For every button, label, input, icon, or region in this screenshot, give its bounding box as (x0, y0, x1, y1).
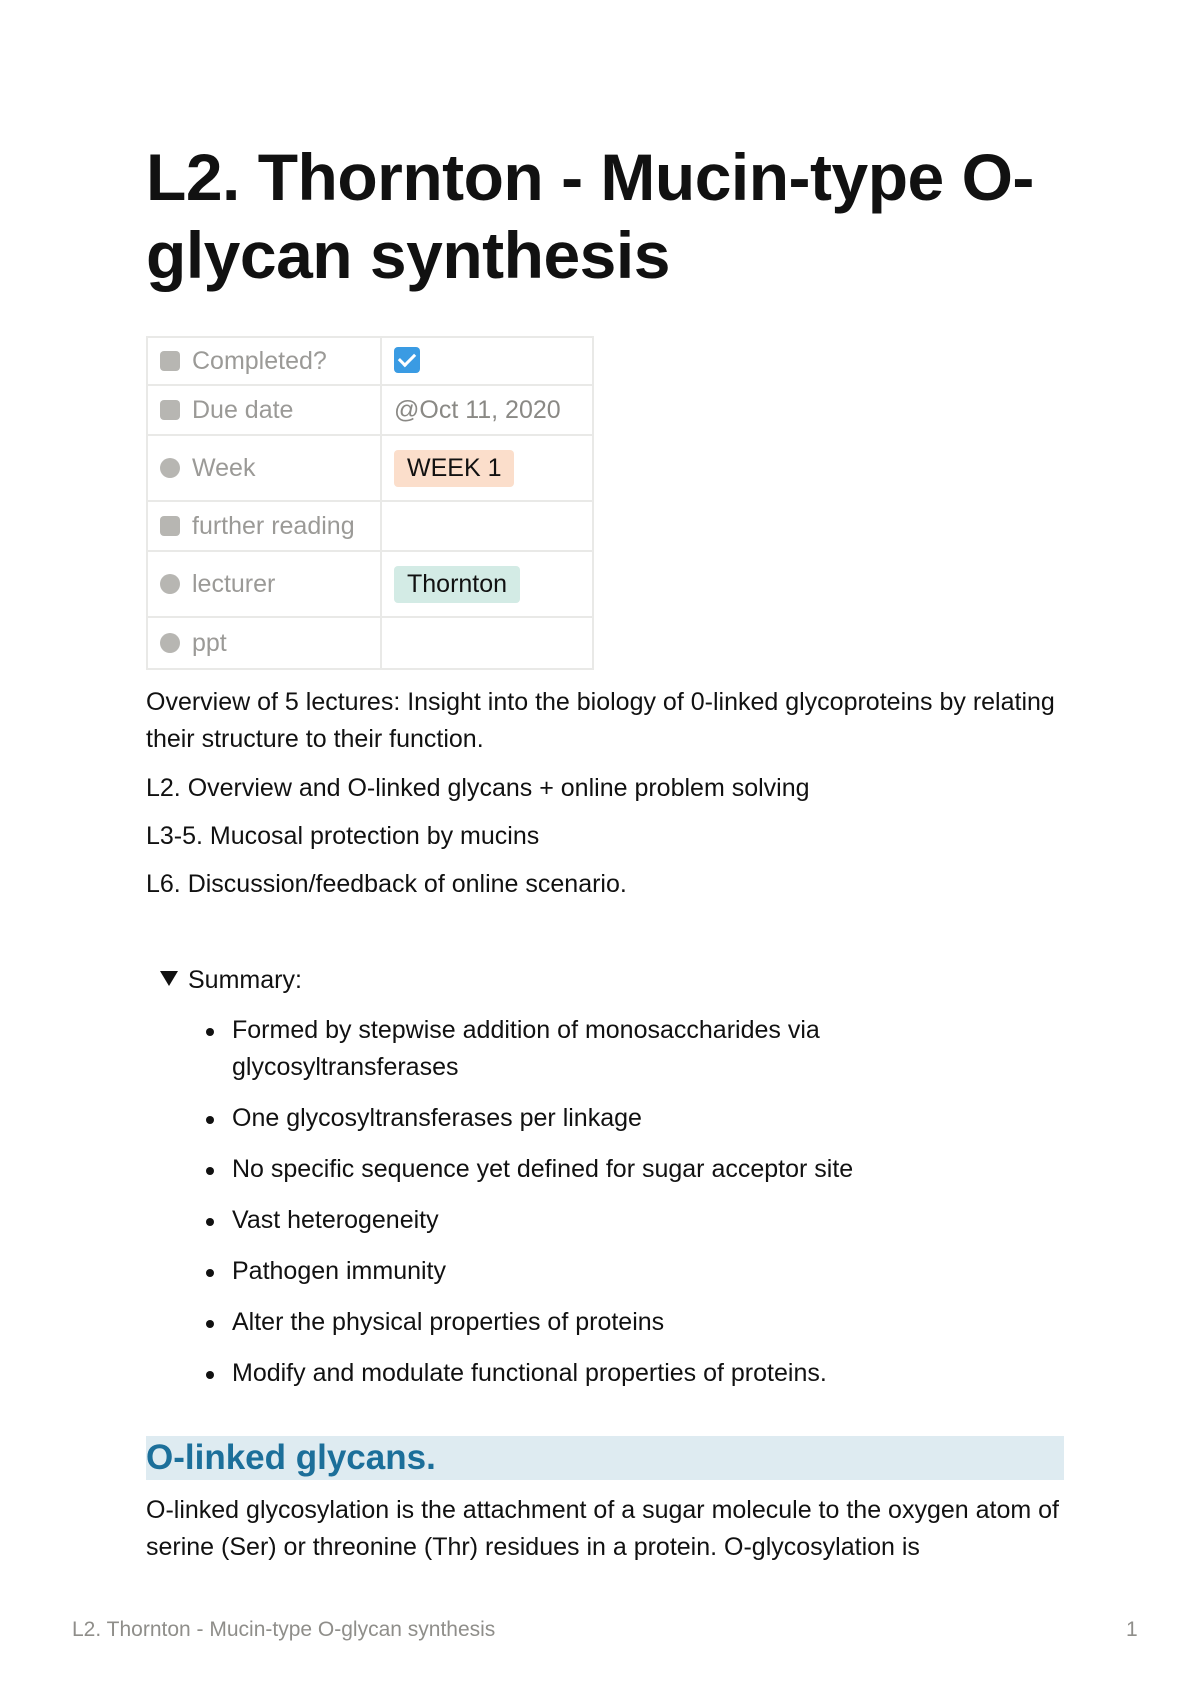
list-item: Vast heterogeneity (232, 1202, 952, 1239)
property-row-due-date (147, 385, 593, 435)
list-item: No specific sequence yet defined for sugar acceptor site (232, 1151, 952, 1188)
list-item: Modify and modulate functional properties of proteins. (232, 1355, 952, 1392)
lecturer-tag[interactable]: Thornton (394, 566, 520, 603)
properties-table (146, 336, 594, 670)
page-title: L2. Thornton - Mucin-type O-glycan synthesis (146, 140, 1034, 292)
property-row-further-reading (147, 501, 593, 551)
due-date-value[interactable]: @Oct 11, 2020 (394, 395, 561, 424)
property-row-week (147, 435, 593, 501)
list-item: Alter the physical properties of proteins (232, 1304, 952, 1341)
property-row-completed (147, 337, 593, 385)
summary-label: Summary: (188, 966, 302, 994)
text-icon (160, 516, 180, 536)
select-icon (160, 458, 180, 478)
summary-list (232, 1012, 952, 1406)
further-reading-value[interactable] (381, 501, 593, 551)
summary-toggle[interactable] (160, 966, 302, 995)
calendar-icon (160, 400, 180, 420)
property-name: lecturer (192, 569, 276, 598)
property-name: further reading (192, 511, 355, 540)
checkbox-icon (160, 351, 180, 371)
list-item: Formed by stepwise addition of monosaccharides via glycosyltransferases (232, 1012, 952, 1086)
select-icon (160, 574, 180, 594)
week-tag[interactable]: WEEK 1 (394, 450, 514, 487)
section-paragraph: O-linked glycosylation is the attachment of a sugar molecule to the oxygen atom of serine (Ser) or threonine (Thr) residues in a protein. O-glycosylation is (146, 1496, 1059, 1561)
property-row-ppt (147, 617, 593, 669)
property-name: ppt (192, 628, 227, 657)
ppt-value[interactable] (381, 617, 593, 669)
list-item: One glycosyltransferases per linkage (232, 1100, 952, 1137)
property-name: Week (192, 453, 256, 482)
footer-title: L2. Thornton - Mucin-type O-glycan synthesis (72, 1618, 496, 1641)
toggle-triangle-icon[interactable] (160, 971, 178, 986)
property-name: Due date (192, 395, 294, 424)
property-row-lecturer (147, 551, 593, 617)
overview-paragraph: Overview of 5 lectures: Insight into the biology of 0-linked glycoproteins by relating their structure to their function. (146, 688, 1055, 753)
link-icon (160, 633, 180, 653)
lecture-line: L2. Overview and O-linked glycans + online problem solving (146, 774, 810, 802)
lecture-line: L3-5. Mucosal protection by mucins (146, 822, 540, 850)
page-number: 1 (1126, 1618, 1138, 1641)
list-item: Pathogen immunity (232, 1253, 952, 1290)
section-heading: O-linked glycans. (146, 1436, 1064, 1480)
lecture-line: L6. Discussion/feedback of online scenario. (146, 870, 627, 898)
property-name: Completed? (192, 346, 327, 375)
checked-checkbox[interactable] (394, 347, 420, 373)
